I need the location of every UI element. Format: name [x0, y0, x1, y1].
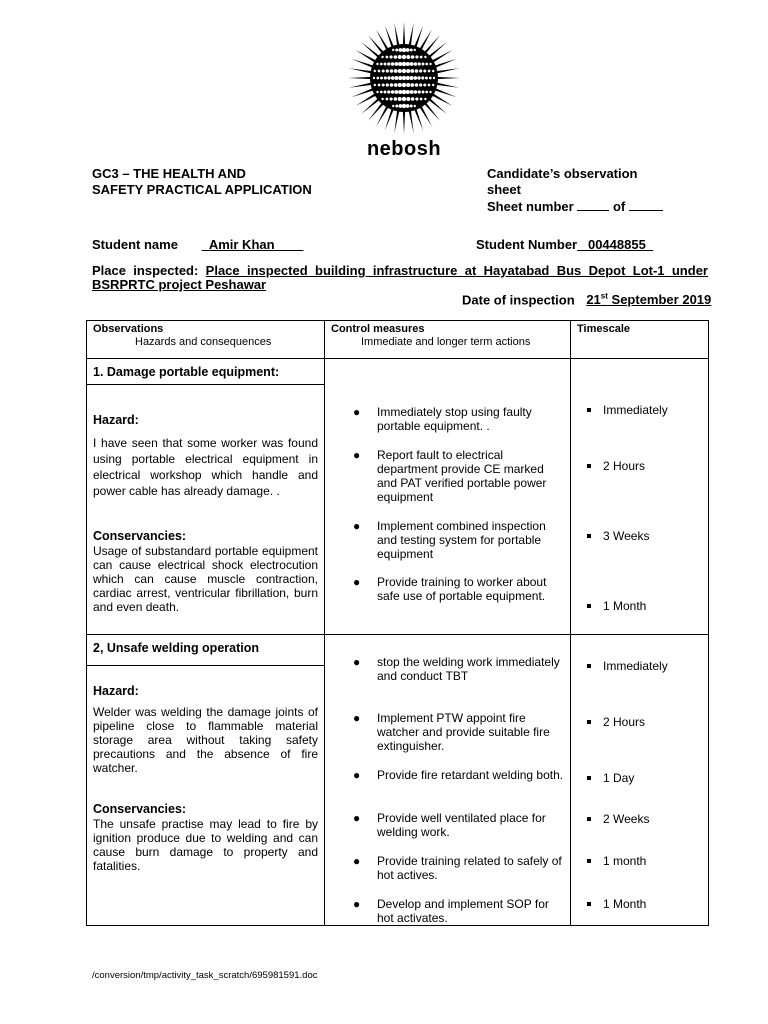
timescale-item: Immediately	[603, 659, 668, 673]
timescale-cell	[571, 359, 709, 635]
bullet-icon: ●	[353, 405, 361, 419]
logo-dot	[432, 70, 434, 72]
logo-dot	[410, 69, 414, 73]
sheet-number-label: Sheet number	[487, 199, 574, 214]
timescale-item: 2 Weeks	[603, 812, 649, 826]
logo-dot	[406, 83, 410, 87]
logo-dot	[421, 76, 424, 79]
logo-dot	[395, 48, 398, 51]
col-control-measures: Control measures Immediate and longer term actions	[325, 321, 571, 359]
logo-dot	[384, 76, 387, 79]
logo-dot	[411, 97, 415, 101]
logo-dot	[425, 91, 428, 94]
logo-dot	[395, 104, 398, 107]
logo-dot	[414, 90, 418, 94]
student-name-field	[92, 237, 303, 252]
bullet-icon: ●	[353, 811, 361, 825]
timescale-item: 1 Day	[603, 771, 634, 785]
control-cell	[325, 635, 571, 926]
timescale-item: 2 Hours	[603, 715, 645, 729]
logo-dot	[417, 76, 420, 79]
sheet-title-line2: sheet	[487, 182, 521, 197]
timescale-item: Immediately	[603, 403, 668, 417]
timescale-cell	[571, 635, 709, 926]
logo-dot	[415, 97, 418, 100]
square-bullet-icon	[587, 902, 591, 906]
logo-dot	[424, 56, 426, 58]
logo-dot	[382, 84, 385, 87]
logo-dot	[374, 84, 376, 86]
observation-cell	[87, 359, 325, 635]
logo-dot	[406, 104, 410, 108]
nebosh-logo	[346, 20, 462, 165]
student-name-label: Student name	[92, 237, 178, 252]
bullet-icon: ●	[353, 711, 361, 725]
logo-dot	[432, 84, 434, 86]
logo-dot	[391, 90, 395, 94]
observation-cell	[87, 635, 325, 926]
logo-dot	[402, 104, 406, 108]
list-item: ● Report fault to electrical department provide CE marked and PAT verified portable power equipment	[353, 448, 547, 504]
logo-dot	[386, 98, 389, 101]
logo-dot	[376, 91, 378, 93]
logo-dot	[398, 69, 402, 73]
student-number-value: 00448855	[587, 237, 646, 252]
square-bullet-icon	[587, 464, 591, 468]
logo-dot	[410, 104, 413, 107]
square-bullet-icon	[587, 720, 591, 724]
logo-dot	[406, 55, 410, 59]
logo-dot	[380, 63, 383, 66]
logo-dot	[411, 55, 415, 59]
logo-dot	[410, 48, 413, 51]
section-rule	[87, 384, 325, 385]
col-timescale: Timescale	[571, 321, 709, 359]
logo-dot	[390, 97, 393, 100]
logo-dot	[399, 104, 403, 108]
logo-dot	[420, 56, 423, 59]
logo-dot	[410, 90, 414, 94]
place-inspected-field	[92, 264, 708, 292]
logo-dot	[376, 77, 379, 80]
list-item: ● Implement combined inspection and testing system for portable equipment	[353, 519, 546, 561]
student-number-field	[476, 237, 653, 252]
section-rule	[87, 665, 325, 666]
list-item: ● Develop and implement SOP for hot activates.	[353, 897, 549, 925]
course-title	[92, 166, 312, 198]
logo-dot	[392, 105, 394, 107]
course-title-line1: GC3 – THE HEALTH AND	[92, 166, 246, 181]
logo-dot	[398, 62, 402, 66]
logo-dot	[381, 56, 383, 58]
logo-dot	[414, 105, 416, 107]
date-label: Date of inspection	[462, 292, 575, 308]
list-item: ● Implement PTW appoint fire watcher and provide suitable fire extinguisher.	[353, 711, 550, 753]
logo-dot	[384, 91, 387, 94]
sheet-total-blank[interactable]	[629, 199, 663, 211]
date-field	[462, 292, 711, 307]
sheet-number-blank[interactable]	[577, 199, 609, 211]
logo-dot	[394, 97, 398, 101]
logo-dot	[390, 83, 394, 87]
logo-dot	[378, 70, 381, 73]
logo-dot	[390, 55, 393, 58]
logo-dot	[402, 48, 406, 52]
bullet-icon: ●	[353, 768, 361, 782]
logo-dot	[415, 55, 418, 58]
logo-dot	[428, 84, 431, 87]
logo-dot	[406, 69, 410, 73]
timescale-item: 1 month	[603, 854, 646, 868]
timescale-item: 2 Hours	[603, 459, 645, 473]
consequence-label: Conservancies:	[93, 802, 187, 816]
logo-dot	[392, 49, 394, 51]
logo-dot	[386, 83, 389, 86]
logo-dot	[406, 97, 410, 101]
course-title-line2: SAFETY PRACTICAL APPLICATION	[92, 182, 312, 197]
control-cell	[325, 359, 571, 635]
logo-dot	[406, 62, 410, 66]
sheet-title	[487, 166, 663, 215]
bullet-icon: ●	[353, 897, 361, 911]
logo-dot	[398, 90, 402, 94]
logo-dot	[391, 76, 395, 80]
logo-dot	[399, 48, 403, 52]
logo-dot	[413, 76, 417, 80]
section-title: 1. Damage portable equipment:	[93, 365, 280, 379]
logo-dot	[402, 69, 406, 73]
bullet-icon: ●	[353, 519, 361, 533]
logo-dot	[380, 91, 383, 94]
observation-table	[86, 320, 709, 926]
list-item: ● Provide well ventilated place for welding work.	[353, 811, 546, 839]
logo-dot	[419, 69, 422, 72]
logo-dot	[402, 83, 406, 87]
square-bullet-icon	[587, 534, 591, 538]
place-value-line1: Place inspected building infrastructure at Hayatabad Bus Depot Lot-1 under	[205, 263, 708, 278]
logo-dot	[394, 55, 398, 59]
logo-dot	[422, 91, 425, 94]
logo-dot	[387, 90, 390, 93]
logo-dot	[402, 90, 406, 94]
place-value-line2: BSRPRTC project Peshawar	[92, 277, 267, 292]
square-bullet-icon	[587, 664, 591, 668]
logo-dot	[402, 97, 406, 101]
logo-dot	[410, 76, 414, 80]
logo-dot	[398, 76, 402, 80]
logo-dot	[418, 62, 421, 65]
logo-dot	[428, 70, 431, 73]
student-number-label: Student Number	[476, 237, 578, 252]
logo-dot	[376, 63, 378, 65]
logo-dot	[398, 83, 402, 87]
list-item: ● Provide training related to safely of hot actives.	[353, 854, 562, 882]
hazard-label: Hazard:	[93, 413, 139, 427]
logo-dot	[423, 84, 426, 87]
logo-dot	[406, 76, 410, 80]
logo-dot	[398, 55, 402, 59]
student-name-value: Amir Khan	[208, 237, 275, 252]
logo-dot	[381, 98, 383, 100]
logo-dot	[391, 62, 395, 66]
consequence-text: Usage of substandard portable equipment can cause electrical shock electrocution which can cause muscle contraction, cardiac arrest, ventricular fibrillation, burn and even death.	[93, 544, 318, 614]
square-bullet-icon	[587, 776, 591, 780]
logo-dot	[378, 84, 381, 87]
logo-dot	[382, 70, 385, 73]
logo-dot	[422, 63, 425, 66]
square-bullet-icon	[587, 604, 591, 608]
logo-dot	[386, 69, 389, 72]
logo-dot	[386, 56, 389, 59]
logo-dot	[418, 90, 421, 93]
logo-wordmark: nebosh	[366, 138, 442, 160]
consequence-text: The unsafe practise may lead to fire by ignition produce due to welding and can cause burn damage to property and fatalities.	[93, 817, 318, 873]
timescale-item: 1 Month	[603, 897, 646, 911]
logo-dot	[394, 90, 398, 94]
logo-dot	[402, 76, 406, 80]
logo-dot	[406, 90, 410, 94]
timescale-item: 1 Month	[603, 599, 646, 613]
logo-dot	[374, 70, 376, 72]
list-item: ● Provide training to worker about safe use of portable equipment.	[353, 575, 547, 603]
sheet-title-line1: Candidate’s observation	[487, 166, 638, 181]
timescale-item: 3 Weeks	[603, 529, 649, 543]
logo-dot	[415, 69, 419, 73]
table-row	[87, 635, 709, 926]
square-bullet-icon	[587, 817, 591, 821]
bullet-icon: ●	[353, 575, 361, 589]
consequence-label: Conservancies:	[93, 529, 187, 543]
list-item: ● stop the welding work immediately and conduct TBT	[353, 655, 560, 683]
table-row	[87, 359, 709, 635]
hazard-text: Welder was welding the damage joints of pipeline close to flammable material storage area without taking safety precautions and the absence of fire watcher.	[93, 705, 318, 775]
sheet-number-field	[487, 199, 663, 215]
nebosh-sunburst-icon	[346, 20, 462, 136]
table-header-row	[87, 321, 709, 359]
logo-dot	[394, 62, 398, 66]
logo-dot	[425, 63, 428, 66]
logo-dot	[387, 76, 390, 79]
logo-dot	[420, 98, 423, 101]
logo-dot	[394, 69, 398, 73]
bullet-icon: ●	[353, 448, 361, 462]
logo-dot	[380, 77, 383, 80]
logo-dot	[384, 63, 387, 66]
logo-dot	[398, 97, 402, 101]
logo-dot	[406, 48, 410, 52]
date-value: 21st September 2019	[586, 292, 712, 308]
logo-dot	[429, 63, 431, 65]
logo-dot	[395, 76, 399, 80]
list-item: ● Immediately stop using faulty portable equipment. .	[353, 405, 532, 433]
logo-dot	[414, 49, 416, 51]
place-label: Place inspected:	[92, 263, 199, 278]
hazard-label: Hazard:	[93, 684, 139, 698]
logo-dot	[394, 83, 398, 87]
logo-dot	[373, 77, 375, 79]
logo-dot	[387, 62, 390, 65]
bullet-icon: ●	[353, 655, 361, 669]
section-title: 2, Unsafe welding operation	[93, 641, 259, 655]
logo-dot	[402, 62, 406, 66]
square-bullet-icon	[587, 408, 591, 412]
logo-dot	[402, 55, 406, 59]
logo-dot	[429, 91, 431, 93]
logo-dot	[429, 77, 432, 80]
square-bullet-icon	[587, 859, 591, 863]
logo-dot	[433, 77, 435, 79]
logo-dot	[423, 70, 426, 73]
logo-dot	[425, 77, 428, 80]
logo-dot	[415, 83, 419, 87]
col-observations: Observations Hazards and consequences	[87, 321, 325, 359]
list-item: ● Provide fire retardant welding both.	[353, 768, 564, 782]
logo-dot	[390, 69, 394, 73]
hazard-text: I have seen that some worker was found using portable electrical equipment in electrical workshop which handle and power cable has already damage. .	[93, 436, 318, 498]
logo-dot	[424, 98, 426, 100]
logo-dot	[414, 62, 418, 66]
logo-dot	[410, 83, 414, 87]
bullet-icon: ●	[353, 854, 361, 868]
logo-dot	[410, 62, 414, 66]
sheet-of-label: of	[612, 199, 626, 214]
footer-file-path: /conversion/tmp/activity_task_scratch/695981591.doc	[92, 970, 318, 981]
logo-dot	[419, 83, 422, 86]
